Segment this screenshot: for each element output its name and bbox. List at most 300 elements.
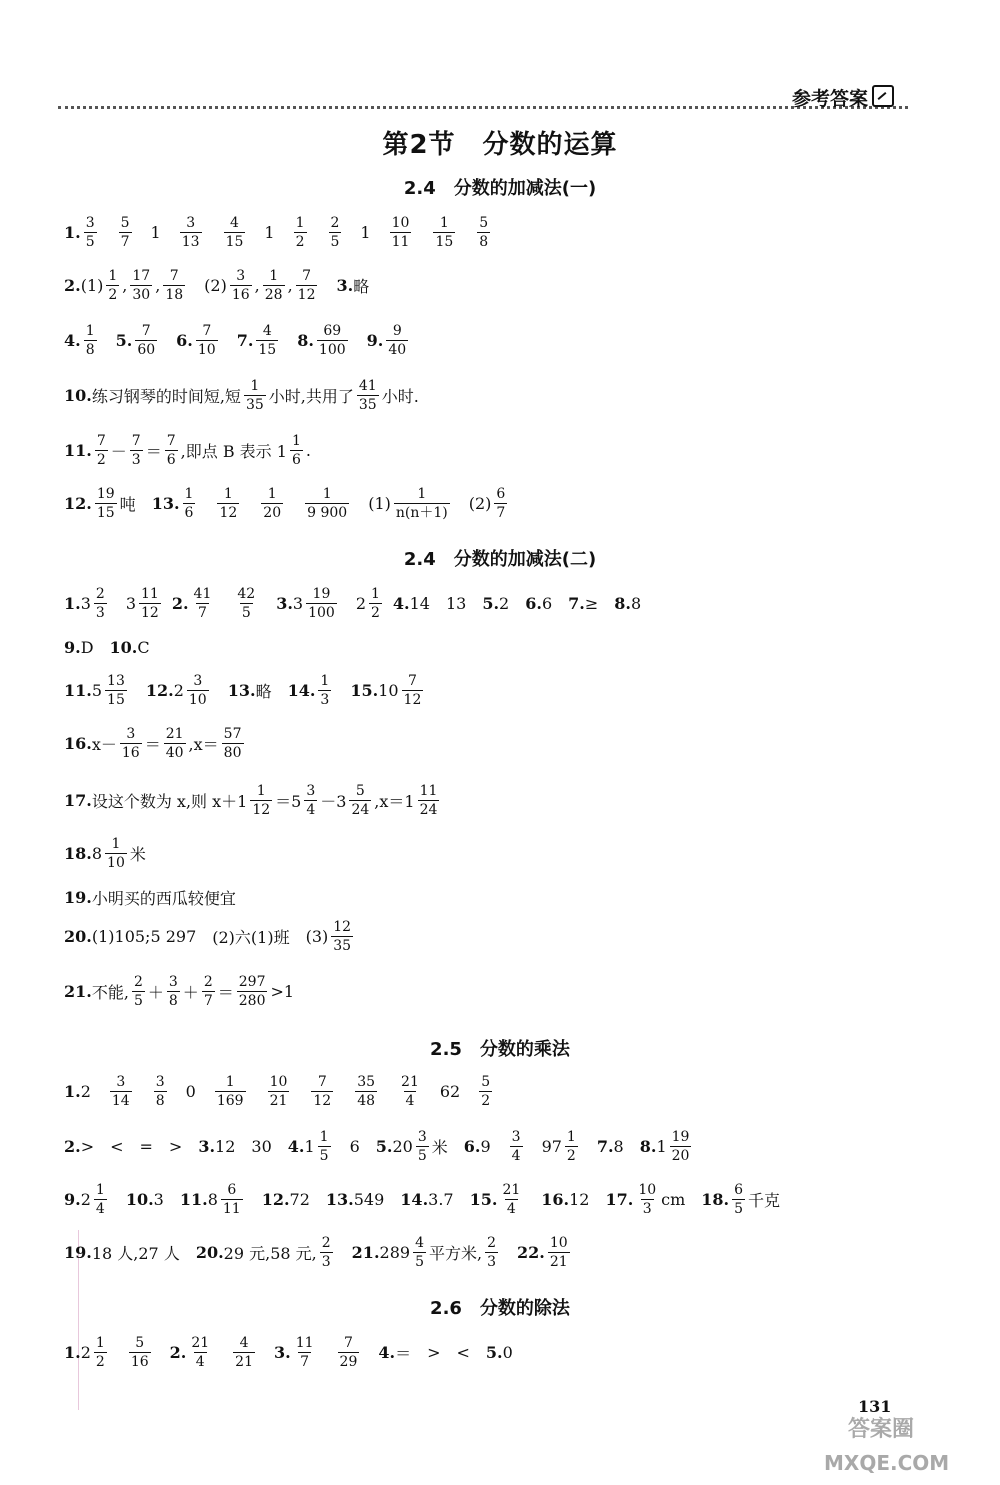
answer-text: C (137, 638, 150, 657)
denominator: 30 (132, 287, 151, 303)
answer-text: 小明买的西瓜较便宜 (91, 889, 236, 908)
question-number: 4. (287, 1137, 305, 1156)
denominator: 4 (95, 1201, 105, 1217)
fraction (732, 1181, 745, 1218)
denominator: 12 (141, 605, 159, 621)
denominator: 15 (258, 342, 277, 358)
fraction (237, 973, 268, 1010)
denominator: 16 (121, 745, 140, 761)
fraction (510, 1128, 523, 1165)
fraction (479, 1073, 492, 1110)
denominator: 8 (168, 993, 178, 1009)
numerator: 57 (223, 726, 242, 742)
answer-line (64, 267, 369, 304)
numerator: 7 (96, 433, 106, 449)
answer-text: = (139, 1137, 153, 1156)
question-number: 4. (378, 1343, 396, 1362)
fraction (224, 214, 246, 251)
answer-text: (2) (468, 494, 492, 513)
numerator: 41 (358, 378, 377, 394)
denominator: 100 (318, 342, 346, 358)
denominator: 3 (487, 1254, 496, 1270)
answer-text: D (80, 638, 94, 657)
answer-text: 1 (150, 223, 161, 242)
question-number: 8. (614, 594, 631, 613)
answer-text: 20 (392, 1137, 413, 1156)
denominator: 4 (306, 802, 316, 818)
denominator: 6 (291, 452, 301, 468)
denominator: 2 (566, 1148, 576, 1164)
answer-text: 29 元,58 元, (223, 1244, 317, 1263)
denominator: 21 (549, 1254, 568, 1270)
question-number: 16. (541, 1190, 570, 1209)
watermark-logo (818, 1408, 990, 1478)
fraction (294, 214, 307, 251)
fraction (394, 485, 450, 522)
denominator: 5 (241, 605, 251, 621)
denominator: 7 (496, 505, 506, 521)
fraction (84, 322, 97, 359)
answer-text: ,x＝ (188, 735, 219, 754)
denominator: 7 (300, 1354, 310, 1370)
numerator: 21 (502, 1182, 521, 1198)
fraction (202, 973, 215, 1010)
question-number: 20. (195, 1243, 224, 1262)
answer-text: 小时,共用了 (268, 387, 354, 406)
numerator: 7 (202, 323, 212, 339)
question-number: 1. (64, 1082, 81, 1101)
question-number: 10. (125, 1190, 154, 1209)
denominator: 5 (85, 234, 95, 250)
answer-text: 3 (292, 594, 304, 613)
fraction (130, 267, 152, 304)
answer-text: ,即点 B 表示 1 (180, 442, 287, 461)
answer-text: 练习钢琴的时间短,短 (91, 387, 241, 406)
answer-text: (2) (204, 276, 227, 295)
answer-text: >1 (270, 982, 295, 1001)
fraction (338, 1334, 360, 1371)
fraction (296, 267, 318, 304)
denominator: 35 (358, 397, 377, 413)
question-number: 12. (64, 494, 92, 513)
fraction (163, 267, 185, 304)
numerator: 11 (141, 586, 159, 602)
denominator: 7 (203, 993, 213, 1009)
fraction (256, 322, 278, 359)
numerator: 1 (95, 1182, 105, 1198)
fraction (500, 1181, 522, 1218)
answer-text: 2 (355, 594, 366, 613)
numerator: 4 (262, 323, 272, 339)
chapter-title: 第2节 分数的运算 (382, 130, 618, 160)
answer-line (64, 1181, 780, 1218)
answer-text: , (155, 276, 161, 295)
question-number: 13. (227, 681, 256, 700)
answer-text: > (427, 1343, 441, 1362)
numerator: 3 (306, 783, 316, 799)
denominator: 7 (197, 605, 207, 621)
question-number: 19. (64, 1243, 92, 1262)
fraction (349, 782, 371, 819)
numerator: 5 (120, 215, 130, 231)
answer-text: 9 (480, 1137, 491, 1156)
question-number: 2. (171, 594, 189, 613)
question-number: 19. (64, 888, 92, 907)
fraction (636, 1181, 658, 1218)
denominator: 35 (333, 938, 352, 954)
numerator: 21 (165, 726, 184, 742)
fraction (233, 1334, 255, 1371)
answer-text: cm (661, 1190, 686, 1209)
fraction (215, 1073, 246, 1110)
question-number: 18. (701, 1190, 730, 1209)
fraction (105, 672, 127, 709)
numerator: 2 (133, 974, 143, 990)
question-number: 11. (64, 441, 92, 460)
answer-text: , (287, 276, 293, 295)
numerator: 1 (295, 215, 305, 231)
answer-text: ＝ (144, 735, 161, 754)
denominator: 4 (195, 1354, 205, 1370)
denominator: 2 (295, 234, 305, 250)
numerator: 1 (566, 1129, 576, 1145)
numerator: 10 (391, 215, 410, 231)
question-number: 21. (351, 1243, 380, 1262)
question-number: 1. (64, 1343, 81, 1362)
fraction (221, 1181, 243, 1218)
answer-text: ＝ (145, 442, 162, 461)
fraction (183, 485, 196, 522)
question-number: 15. (469, 1190, 498, 1209)
answer-line (64, 1073, 495, 1110)
denominator: 15 (435, 234, 454, 250)
question-number: 3. (276, 594, 293, 613)
answer-line (64, 672, 426, 709)
fraction (416, 1128, 429, 1165)
denominator: 16 (231, 287, 250, 303)
question-number: 9. (366, 331, 384, 350)
denominator: 7 (120, 234, 130, 250)
answer-text: 8 (207, 1190, 218, 1209)
fraction (294, 1334, 316, 1371)
answer-text: 1 (360, 223, 371, 242)
answer-line (64, 377, 419, 414)
numerator: 9 (392, 323, 402, 339)
fraction (120, 725, 142, 762)
numerator: 6 (496, 486, 506, 502)
answer-text: (1) (368, 494, 391, 513)
question-number: 21. (64, 982, 92, 1001)
denominator: 13 (181, 234, 200, 250)
section-title-add-sub-2: 2.4 分数的加减法(二) (403, 549, 597, 570)
numerator: 4 (239, 1335, 249, 1351)
question-number: 18. (64, 844, 92, 863)
fraction (187, 672, 209, 709)
numerator: 3 (511, 1129, 521, 1145)
denominator: 8 (479, 234, 489, 250)
answer-text: 米 (129, 845, 146, 864)
answer-text: 10 (378, 681, 399, 700)
fraction (129, 1334, 151, 1371)
question-number: 4. (392, 594, 410, 613)
fraction (494, 485, 507, 522)
question-number: 6. (525, 594, 542, 613)
fraction (402, 672, 424, 709)
question-number: 3. (198, 1137, 216, 1156)
denominator: 12 (313, 1093, 332, 1109)
section-title-multiplication: 2.5 分数的乘法 (430, 1039, 570, 1060)
denominator: 10 (107, 855, 125, 871)
numerator: 5 (481, 1074, 491, 1090)
denominator: 21 (269, 1093, 288, 1109)
answer-text: 8 (630, 594, 642, 613)
numerator: 1 (322, 486, 332, 502)
denominator: 48 (357, 1093, 376, 1109)
answer-text: ,x＝1 (374, 792, 415, 811)
answer-text: 1 (304, 1137, 315, 1156)
denominator: 10 (188, 692, 207, 708)
numerator: 21 (191, 1335, 210, 1351)
denominator: 35 (245, 397, 264, 413)
answer-text: 3 (125, 594, 136, 613)
denominator: 3 (95, 605, 105, 621)
numerator: 7 (343, 1335, 353, 1351)
numerator: 7 (166, 433, 176, 449)
fraction (331, 918, 353, 955)
numerator: 7 (131, 433, 141, 449)
numerator: 42 (237, 586, 256, 602)
question-number: 7. (596, 1137, 614, 1156)
answer-text: ＝5 (275, 792, 302, 811)
answer-text: 略 (255, 682, 272, 701)
answer-text: ＋ (182, 983, 199, 1002)
numerator: 3 (193, 673, 203, 689)
question-number: 22. (517, 1243, 545, 1262)
numerator: 1 (371, 586, 380, 602)
fraction (196, 322, 218, 359)
numerator: 6 (227, 1182, 237, 1198)
numerator: 5 (355, 783, 365, 799)
question-number: 1. (64, 223, 81, 242)
answer-text: 1 (264, 223, 275, 242)
denominator: 24 (419, 802, 438, 818)
numerator: 5 (135, 1335, 145, 1351)
denominator: 12 (403, 692, 422, 708)
question-number: 2. (169, 1343, 187, 1362)
fraction (565, 1128, 578, 1165)
numerator: 2 (487, 1235, 496, 1251)
fraction (548, 1234, 570, 1271)
question-number: 3. (274, 1343, 291, 1362)
denominator: 2 (108, 287, 118, 303)
question-number: 5. (115, 331, 133, 350)
question-number: 5. (485, 1343, 503, 1362)
fraction (84, 214, 97, 251)
answer-text: 0 (502, 1343, 513, 1362)
answer-line (64, 214, 493, 251)
answer-line (64, 485, 510, 522)
numerator: 10 (269, 1074, 288, 1090)
answer-text: 18 人,27 人 (91, 1244, 180, 1263)
numerator: 5 (479, 215, 489, 231)
answer-text: (1) (80, 276, 104, 295)
answer-text: 小时. (381, 387, 419, 406)
numerator: 3 (85, 215, 95, 231)
numerator: 13 (107, 673, 125, 689)
answer-text: 不能, (91, 983, 129, 1002)
answer-text: 13 (445, 594, 467, 613)
answer-text: 2 (499, 594, 510, 613)
answer-line (64, 782, 442, 819)
answer-text: 3.7 (428, 1190, 454, 1209)
fraction (95, 432, 108, 469)
numerator: 19 (96, 486, 115, 502)
fraction (268, 1073, 290, 1110)
answer-text: 12 (215, 1137, 236, 1156)
answer-text: > (80, 1137, 95, 1156)
fraction (399, 1073, 421, 1110)
numerator: 3 (236, 268, 246, 284)
answer-text: 米 (431, 1138, 448, 1157)
answer-text: 1 (656, 1137, 667, 1156)
answer-line (64, 322, 411, 359)
numerator: 1 (291, 433, 301, 449)
numerator: 1 (417, 486, 427, 502)
question-number: 17. (605, 1190, 634, 1209)
numerator: 4 (230, 215, 239, 231)
fraction (110, 1073, 132, 1110)
answer-text: 14 (409, 594, 430, 613)
answer-text: 2 (80, 1190, 91, 1209)
fraction (167, 973, 180, 1010)
question-number: 7. (568, 594, 585, 613)
denominator: 15 (107, 692, 125, 708)
denominator: 40 (165, 745, 184, 761)
question-number: 14. (400, 1190, 429, 1209)
denominator: 5 (417, 1148, 427, 1164)
section-title-division: 2.6 分数的除法 (430, 1298, 570, 1319)
numerator: 35 (357, 1074, 376, 1090)
numerator: 12 (333, 919, 352, 935)
numerator: 3 (186, 215, 196, 231)
fraction (477, 214, 490, 251)
answer-line (64, 1128, 694, 1165)
question-number: 1. (64, 594, 81, 613)
fraction (132, 973, 145, 1010)
answer-text: 略 (353, 277, 370, 296)
fraction (95, 485, 117, 522)
question-number: 5. (375, 1137, 393, 1156)
question-number: 10. (109, 638, 138, 657)
fraction (485, 1234, 498, 1271)
numerator: 2 (321, 1235, 331, 1251)
numerator: 19 (312, 586, 331, 602)
numerator: 1 (269, 268, 279, 284)
fraction (230, 267, 252, 304)
answer-text: － (110, 442, 127, 461)
fraction (235, 585, 257, 622)
answer-line (64, 835, 146, 872)
numerator: 17 (132, 268, 151, 284)
fraction (106, 267, 119, 304)
denominator: 9 900 (307, 505, 348, 521)
watermark-url: MXQE.COM (824, 1451, 950, 1475)
answer-text: ＋ (147, 983, 164, 1002)
answer-text: 12 (569, 1190, 590, 1209)
denominator: 12 (297, 287, 316, 303)
question-number: 11. (64, 681, 92, 700)
answer-text: x－ (91, 735, 117, 754)
numerator: 1 (439, 215, 449, 231)
question-number: 6. (176, 331, 193, 350)
watermark-text: 答案圈 (848, 1417, 915, 1442)
answer-text: 2 (80, 1082, 91, 1101)
question-number: 16. (64, 734, 92, 753)
fraction (390, 214, 412, 251)
denominator: 4 (506, 1201, 516, 1217)
answer-text: 72 (289, 1190, 310, 1209)
answer-text: 3 (153, 1190, 164, 1209)
fraction (250, 782, 272, 819)
denominator: 12 (219, 505, 238, 521)
fraction (304, 782, 317, 819)
fraction (164, 725, 186, 762)
answer-text: 0 (185, 1082, 196, 1101)
numerator: 7 (169, 268, 179, 284)
question-number: 4. (64, 331, 81, 350)
denominator: 28 (264, 287, 283, 303)
fraction (222, 725, 244, 762)
denominator: 29 (339, 1354, 358, 1370)
numerator: 7 (302, 268, 312, 284)
header-label (792, 84, 894, 111)
fraction (180, 214, 202, 251)
answer-text: 6 (541, 594, 553, 613)
question-number: 3. (336, 276, 354, 295)
denominator: 2 (371, 605, 380, 621)
answer-text: ≥ (584, 594, 599, 613)
numerator: 1 (111, 836, 121, 852)
answer-text: 2 (173, 681, 184, 700)
denominator: 5 (319, 1148, 329, 1164)
answer-text: 设这个数为 x,则 x＋1 (91, 792, 248, 811)
denominator: 16 (130, 1354, 149, 1370)
numerator: 2 (95, 586, 105, 602)
answer-text: (1)105;5 297 (91, 927, 197, 946)
question-number: 13. (325, 1190, 354, 1209)
question-number: 2. (64, 276, 81, 295)
pencil-icon (872, 85, 894, 107)
numerator: 3 (126, 726, 136, 742)
question-number: 9. (64, 638, 81, 657)
denominator: 11 (222, 1201, 241, 1217)
denominator: 100 (308, 605, 335, 621)
answer-text: ＝ (217, 983, 234, 1002)
numerator: 11 (295, 1335, 314, 1351)
question-number: 10. (64, 386, 92, 405)
denominator: 12 (252, 802, 271, 818)
fraction (94, 1334, 107, 1371)
denominator: 20 (263, 505, 282, 521)
denominator: 20 (671, 1148, 690, 1164)
denominator: 18 (165, 287, 184, 303)
answer-text: 2 (80, 1343, 91, 1362)
denominator: 3 (321, 1254, 331, 1270)
answer-text: 千克 (748, 1191, 781, 1210)
denominator: 6 (166, 452, 176, 468)
answer-line (64, 1334, 513, 1371)
denominator: 15 (96, 505, 115, 521)
